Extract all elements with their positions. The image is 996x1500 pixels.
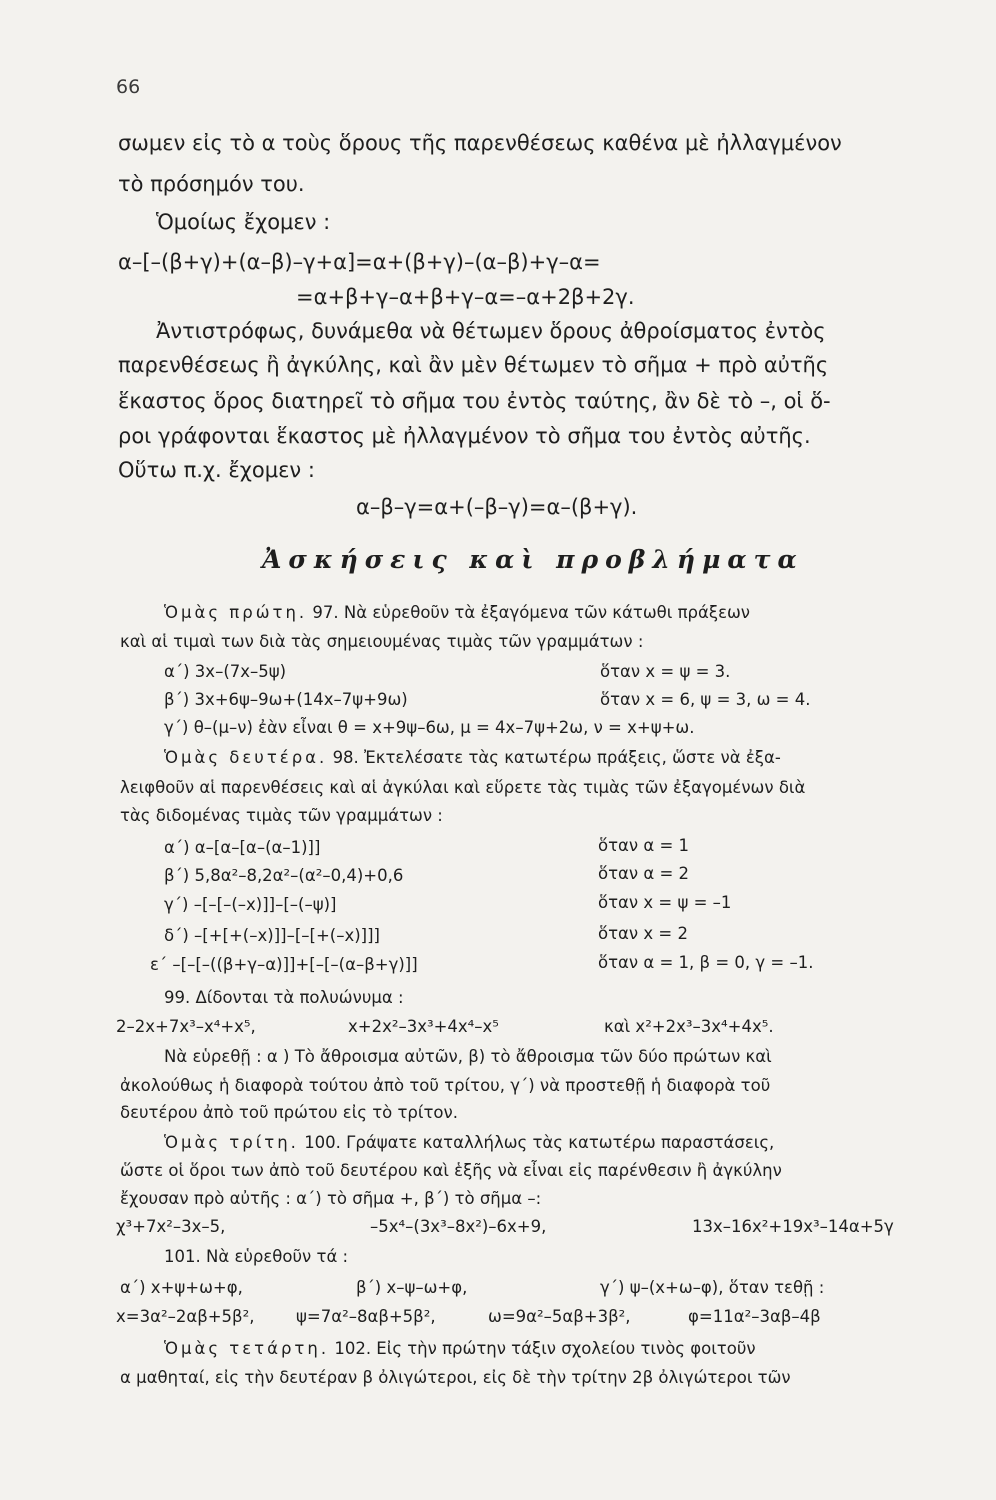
exercise-condition: ὅταν α = 2 [598,864,690,883]
text-line: ἀκολούθως ἡ διαφορὰ τούτου ἀπὸ τοῦ τρίτου, γ΄) νὰ προστεθῇ ἡ διαφορὰ τοῦ [120,1076,771,1095]
polynomial: x+2x²–3x³+4x⁴–x⁵ [348,1017,499,1036]
value-assignment: φ=11α²–3αβ–4β [688,1307,821,1326]
exercise-condition: ὅταν x = ψ = 3. [600,662,731,681]
exercise-header: 99. Δίδονται τὰ πολυώνυμα : [164,988,404,1007]
exercise-item: δ΄) –[+[+(–x)]]–[–[+(–x)]]] [164,926,380,945]
exercise-item: γ΄) ψ–(x+ω–φ), ὅταν τεθῇ : [600,1278,825,1297]
polynomial: καὶ x²+2x³–3x⁴+4x⁵. [604,1017,774,1036]
exercise-header [164,1339,756,1358]
value-assignment: x=3α²–2αβ+5β², [116,1307,255,1326]
text-line: ἔχουσαν πρὸ αὐτῆς : α΄) τὸ σῆμα +, β΄) τὸ σῆμα –: [120,1189,542,1208]
equation-line: α–β–γ=α+(–β–γ)=α–(β+γ). [356,495,638,519]
value-assignment: ψ=7α²–8αβ+5β², [296,1307,436,1326]
exercise-item: γ΄) –[–[–(–x)]]–[–(–ψ)] [164,895,337,914]
exercise-item: α΄) x+ψ+ω+φ, [120,1278,243,1297]
exercise-condition: ὅταν x = ψ = –1 [598,893,732,912]
text-line: τὰς διδομένας τιμὰς τῶν γραμμάτων : [120,806,443,825]
text-line: α μαθηταί, εἰς τὴν δευτέραν β ὀλιγώτεροι, εἰς δὲ τὴν τρίτην 2β ὀλιγώτεροι τῶν [120,1368,791,1387]
exercise-item: α΄) α–[α–[α–(α–1)]] [164,838,321,857]
exercise-item: α΄) 3x–(7x–5ψ) [164,662,287,681]
exercise-text: 97. Νὰ εὑρεθοῦν τὰ ἐξαγόμενα τῶν κάτωθι πράξεων [312,603,751,622]
exercise-condition: ὅταν x = 2 [598,924,688,943]
text-line: καὶ αἱ τιμαὶ των διὰ τὰς σημειουμένας τιμὰς τῶν γραμμάτων : [120,632,644,651]
exercise-header [164,1133,774,1152]
exercise-text: 102. Εἰς τὴν πρώτην τάξιν σχολείου τινὸς φοιτοῦν [334,1339,756,1358]
exercise-item: γ΄) θ–(μ–ν) ἐὰν εἶναι θ = x+9ψ–6ω, μ = 4x–7ψ+2ω, ν = x+ψ+ω. [164,718,695,737]
page-number: 66 [116,76,141,98]
exercise-header [164,748,781,767]
text-line: Οὕτω π.χ. ἔχομεν : [118,458,315,482]
section-title: Ἀσκήσεις καὶ προβλήματα [262,545,804,574]
polynomial: 2–2x+7x³–x⁴+x⁵, [116,1017,256,1036]
text-line: λειφθοῦν αἱ παρενθέσεις καὶ αἱ ἀγκύλαι καὶ εὕρετε τὰς τιμὰς τῶν ἐξαγομένων διὰ [120,778,806,797]
equation-line: α–[–(β+γ)+(α–β)–γ+α]=α+(β+γ)–(α–β)+γ–α= [118,250,601,274]
group-label: Ὁμὰς τετάρτη. [164,1339,330,1358]
text-line: παρενθέσεως ἢ ἀγκύλης, καὶ ἂν μὲν θέτωμεν τὸ σῆμα + πρὸ αὐτῆς [118,353,829,377]
exercise-condition: ὅταν x = 6, ψ = 3, ω = 4. [600,690,811,709]
exercise-text: 98. Ἐκτελέσατε τὰς κατωτέρω πράξεις, ὥστε νὰ ἐξα- [332,748,781,767]
exercise-condition: ὅταν α = 1, β = 0, γ = –1. [598,953,814,972]
text-line: ὥστε οἱ ὅροι των ἀπὸ τοῦ δευτέρου καὶ ἑξῆς νὰ εἶναι εἰς παρένθεσιν ἢ ἀγκύλην [120,1161,782,1180]
group-label: Ὁμὰς τρίτη. [164,1133,299,1152]
exercise-item: β΄) x–ψ–ω+φ, [356,1278,468,1297]
text-line: σωμεν εἰς τὸ α τοὺς ὅρους τῆς παρενθέσεως καθένα μὲ ἠλλαγμένον [118,131,842,155]
text-line: Ἀντιστρόφως, δυνάμεθα νὰ θέτωμεν ὅρους ἀθροίσματος ἐντὸς [156,319,826,343]
text-line: τὸ πρόσημόν του. [118,172,305,196]
exercise-header [164,603,750,622]
text-line: δευτέρου ἀπὸ τοῦ πρώτου εἰς τὸ τρίτον. [120,1103,458,1122]
expression: –5x⁴–(3x³–8x²)–6x+9, [370,1217,547,1236]
exercise-text: 100. Γράψατε καταλλήλως τὰς κατωτέρω παραστάσεις, [304,1133,775,1152]
text-line: ροι γράφονται ἕκαστος μὲ ἠλλαγμένον τὸ σῆμα του ἐντὸς αὐτῆς. [118,424,811,448]
text-line: Νὰ εὑρεθῇ : α ) Τὸ ἄθροισμα αὐτῶν, β) τὸ ἄθροισμα τῶν δύο πρώτων καὶ [164,1047,772,1066]
group-label: Ὁμὰς πρώτη. [164,603,308,622]
text-line: ἕκαστος ὅρος διατηρεῖ τὸ σῆμα του ἐντὸς ταύτης, ἂν δὲ τὸ –, οἱ ὅ- [118,389,831,413]
exercise-item: β΄) 3x+6ψ–9ω+(14x–7ψ+9ω) [164,690,408,709]
exercise-item: ε΄ –[–[–((β+γ–α)]]+[–[–(α–β+γ)]] [150,955,418,974]
value-assignment: ω=9α²–5αβ+3β², [488,1307,631,1326]
exercise-condition: ὅταν α = 1 [598,836,690,855]
text-line: Ὁμοίως ἔχομεν : [156,210,331,234]
exercise-item: β΄) 5,8α²–8,2α²–(α²–0,4)+0,6 [164,866,404,885]
expression: 13x–16x²+19x³–14α+5γ [692,1217,894,1236]
expression: χ³+7x²–3x–5, [116,1217,226,1236]
group-label: Ὁμὰς δευτέρα. [164,748,328,767]
exercise-header: 101. Νὰ εὑρεθοῦν τά : [164,1247,349,1266]
equation-line: =α+β+γ–α+β+γ–α=–α+2β+2γ. [296,285,635,309]
